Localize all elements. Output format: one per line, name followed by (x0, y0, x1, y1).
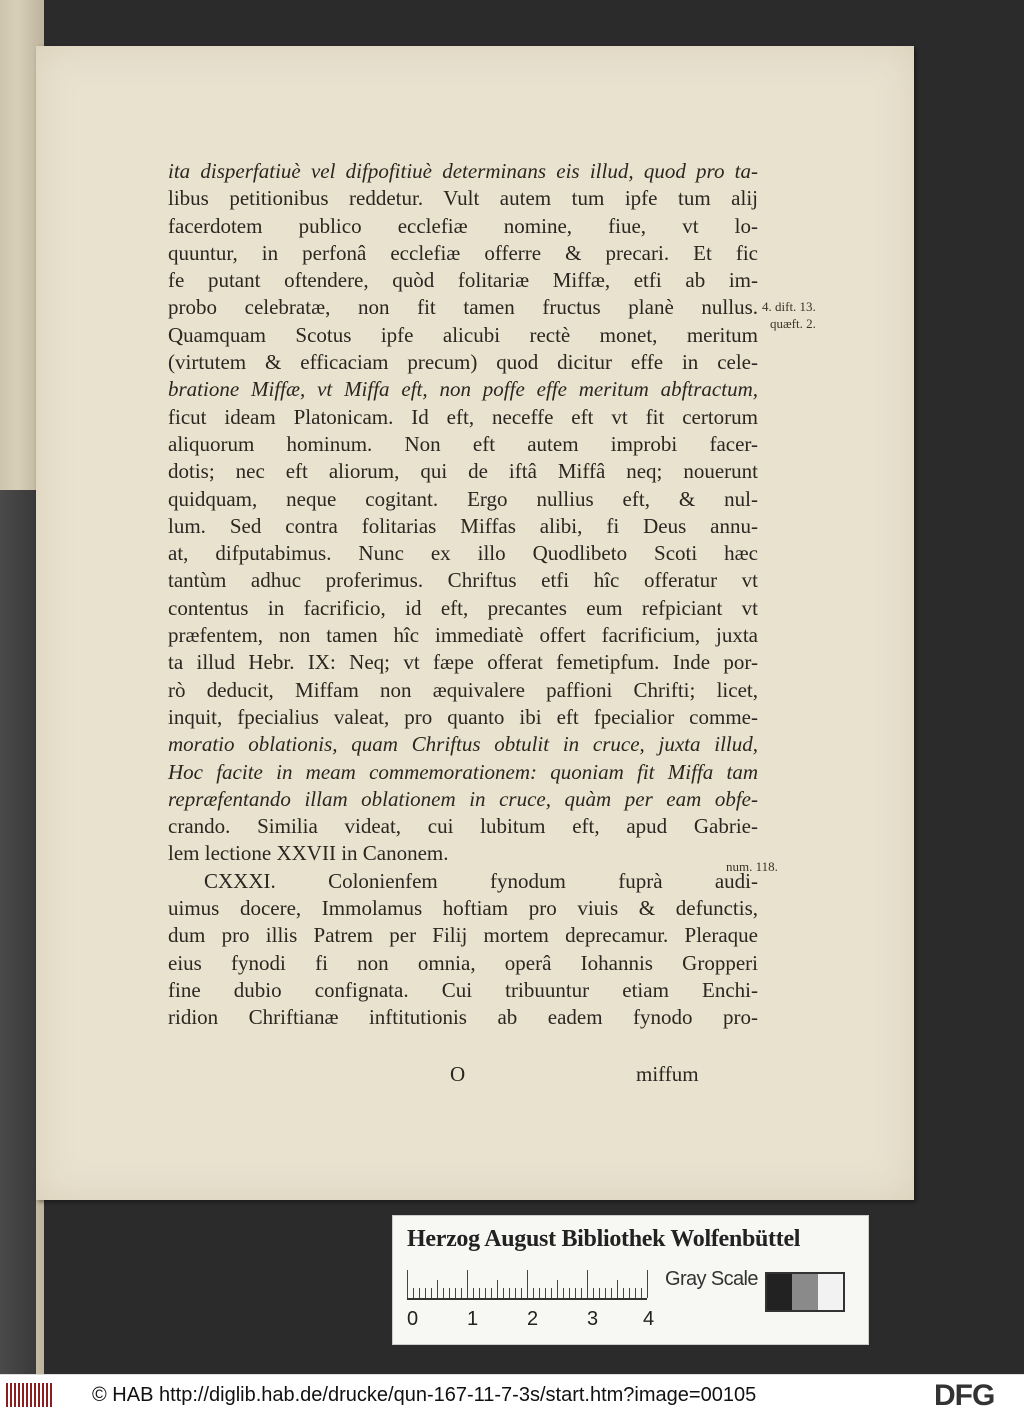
barcode-bar (34, 1383, 36, 1407)
ruler-tick (581, 1288, 582, 1298)
text-line: at, difputabimus. Nunc ex illo Quodlibeto Scoti hæc (168, 541, 758, 566)
text-line: dum pro illis Patrem per Filij mortem deprecamur. Pleraque (168, 923, 758, 948)
text-line: lum. Sed contra folitarias Miffas alibi, fi Deus annu- (168, 513, 758, 538)
book-page (36, 46, 914, 1200)
text-line: moratio oblationis, quam Chriftus obtulit in cruce, juxta illud, (168, 732, 758, 757)
page-text-block (168, 158, 758, 1032)
ruler-tick (563, 1288, 564, 1298)
gray-swatch (767, 1274, 792, 1310)
text-line: tantùm adhuc proferimus. Chriftus etfi hîc offeratur vt (168, 568, 758, 593)
catchword: miffum (636, 1062, 699, 1086)
ruler-tick (455, 1288, 456, 1298)
ruler-label: 2 (527, 1308, 539, 1330)
gray-scale-swatch (765, 1272, 845, 1312)
viewer-footer (0, 1374, 1024, 1415)
text-line: præfentem, non tamen hîc immediatè offert facrificium, juxta (168, 623, 758, 648)
text-line: lem lectione XXVII in Canonem. (168, 841, 449, 866)
text-line: fine dubio confignata. Cui tribuuntur etiam Enchi- (168, 977, 758, 1002)
text-line: rò deducit, Miffam non æquivalere paffioni Chrifti; licet, (168, 677, 758, 702)
ruler-tick (617, 1280, 618, 1298)
ruler-tick (605, 1288, 606, 1298)
text-line: (virtutem & efficaciam precum) quod dicitur effe in cele- (168, 350, 758, 375)
ruler-tick (593, 1288, 594, 1298)
ruler-tick (611, 1288, 612, 1298)
ruler-tick (497, 1280, 498, 1298)
ruler-tick (407, 1270, 408, 1298)
ruler-tick (509, 1288, 510, 1298)
text-line: CXXXI. Colonienfem fynodum fuprà audi- (204, 868, 758, 893)
ruler-tick (443, 1288, 444, 1298)
ruler-tick (635, 1288, 636, 1298)
barcode-bar (22, 1383, 24, 1407)
barcode-bar (38, 1383, 40, 1407)
text-line: inquit, fpecialius valeat, pro quanto ibi eft fpecialior comme- (168, 704, 758, 729)
ruler-tick (647, 1270, 648, 1298)
ruler-tick (467, 1270, 468, 1298)
margin-note-line: 4. dift. 13. (762, 299, 816, 314)
ruler-label: 3 (587, 1308, 599, 1330)
text-line: facerdotem publico ecclefiæ nomine, fiue, vt lo- (168, 213, 758, 238)
hab-logo-icon (6, 1383, 52, 1407)
ruler-tick (629, 1288, 630, 1298)
binding-shadow (0, 490, 36, 1374)
ruler-tick (599, 1288, 600, 1298)
barcode-bar (26, 1383, 28, 1407)
text-line: Quamquam Scotus ipfe alicubi rectè monet, meritum (168, 322, 758, 347)
gray-swatch (792, 1274, 817, 1310)
text-line: crando. Similia videat, cui lubitum eft, apud Gabrie- (168, 814, 758, 839)
color-reference-card (392, 1215, 869, 1345)
text-line: libus petitionibus reddetur. Vult autem tum ipfe tum alij (168, 186, 758, 211)
ruler-tick (473, 1288, 474, 1298)
text-line: repræfentando illam oblationem in cruce, quàm per eam obfe- (168, 786, 758, 811)
ruler-tick (491, 1288, 492, 1298)
ruler-tick (479, 1288, 480, 1298)
ruler-label: 0 (407, 1308, 419, 1330)
ruler-tick (533, 1288, 534, 1298)
ruler-tick (425, 1288, 426, 1298)
text-line: ridion Chriftianæ inftitutionis ab eadem fynodo pro- (168, 1005, 758, 1030)
barcode-bar (10, 1383, 12, 1407)
library-name: Herzog August Bibliothek Wolfenbüttel (407, 1226, 801, 1252)
ruler-tick (431, 1288, 432, 1298)
ruler-tick (515, 1288, 516, 1298)
gray-swatch (818, 1274, 843, 1310)
source-url-link[interactable]: © HAB http://diglib.hab.de/drucke/qun-167-11-7-3s/start.htm?image=00105 (92, 1384, 757, 1406)
text-line: quuntur, in perfonâ ecclefiæ offerre & precari. Et fic (168, 240, 758, 265)
ruler-tick (623, 1288, 624, 1298)
barcode-bar (6, 1383, 8, 1407)
text-line: ficut ideam Platonicam. Id eft, neceffe eft vt fit certorum (168, 404, 758, 429)
text-line: ta illud Hebr. IX: Neq; vt fæpe offerat femetipfum. Inde por- (168, 650, 758, 675)
signature-mark: O (450, 1062, 466, 1086)
text-line: fe putant oftendere, quòd folitariæ Miffæ, etfi ab im- (168, 268, 758, 293)
text-line: eius fynodi fi non omnia, operâ Iohannis Gropperi (168, 950, 758, 975)
ruler-tick (419, 1288, 420, 1298)
ruler-tick (485, 1288, 486, 1298)
margin-note-cross-reference: num. 118. (726, 859, 778, 874)
ruler-label: 1 (467, 1308, 479, 1330)
text-line: contentus in facrificio, id eft, precantes eum refpiciant vt (168, 595, 758, 620)
gray-scale-label: Gray Scale (665, 1268, 758, 1290)
text-line: aliquorum hominum. Non eft autem improbi facer- (168, 431, 758, 456)
ruler-tick (569, 1288, 570, 1298)
ruler-tick (521, 1288, 522, 1298)
ruler-tick (641, 1288, 642, 1298)
barcode-bar (46, 1383, 48, 1407)
ruler-tick (503, 1288, 504, 1298)
ruler-tick (461, 1288, 462, 1298)
text-line: ita disperfatiuè vel difpofitiuè determinans eis illud, quod pro ta- (168, 159, 758, 183)
ruler-tick (545, 1288, 546, 1298)
text-line: quidquam, neque cogitant. Ergo nullius eft, & nul- (168, 486, 758, 511)
ruler-tick (449, 1288, 450, 1298)
ruler-tick (539, 1288, 540, 1298)
text-line: dotis; nec eft aliorum, qui de iftâ Miffâ neq; nouerunt (168, 459, 758, 484)
text-line: probo celebratæ, non fit tamen fructus planè nullus. (168, 295, 758, 320)
ruler-tick (527, 1270, 528, 1298)
ruler-tick (413, 1288, 414, 1298)
dfg-logo: DFG (934, 1379, 995, 1412)
ruler-label: 4 (643, 1308, 655, 1330)
barcode-bar (14, 1383, 16, 1407)
margin-note-line: quæft. 2. (770, 316, 816, 331)
barcode-bar (42, 1383, 44, 1407)
text-line: uimus docere, Immolamus hoftiam pro viuis & defunctis, (168, 896, 758, 921)
ruler-tick (575, 1288, 576, 1298)
ruler-tick (437, 1280, 438, 1298)
barcode-bar (30, 1383, 32, 1407)
barcode-bar (18, 1383, 20, 1407)
ruler-tick (557, 1280, 558, 1298)
margin-note-citation (762, 298, 816, 332)
ruler-tick (551, 1288, 552, 1298)
text-line: Hoc facite in meam commemorationem: quoniam fit Miffa tam (168, 759, 758, 784)
ruler-tick (587, 1270, 588, 1298)
text-line: bratione Miffæ, vt Miffa eft, non poffe effe meritum abftractum, (168, 377, 758, 402)
measurement-ruler (407, 1268, 647, 1300)
barcode-bar (50, 1383, 52, 1407)
